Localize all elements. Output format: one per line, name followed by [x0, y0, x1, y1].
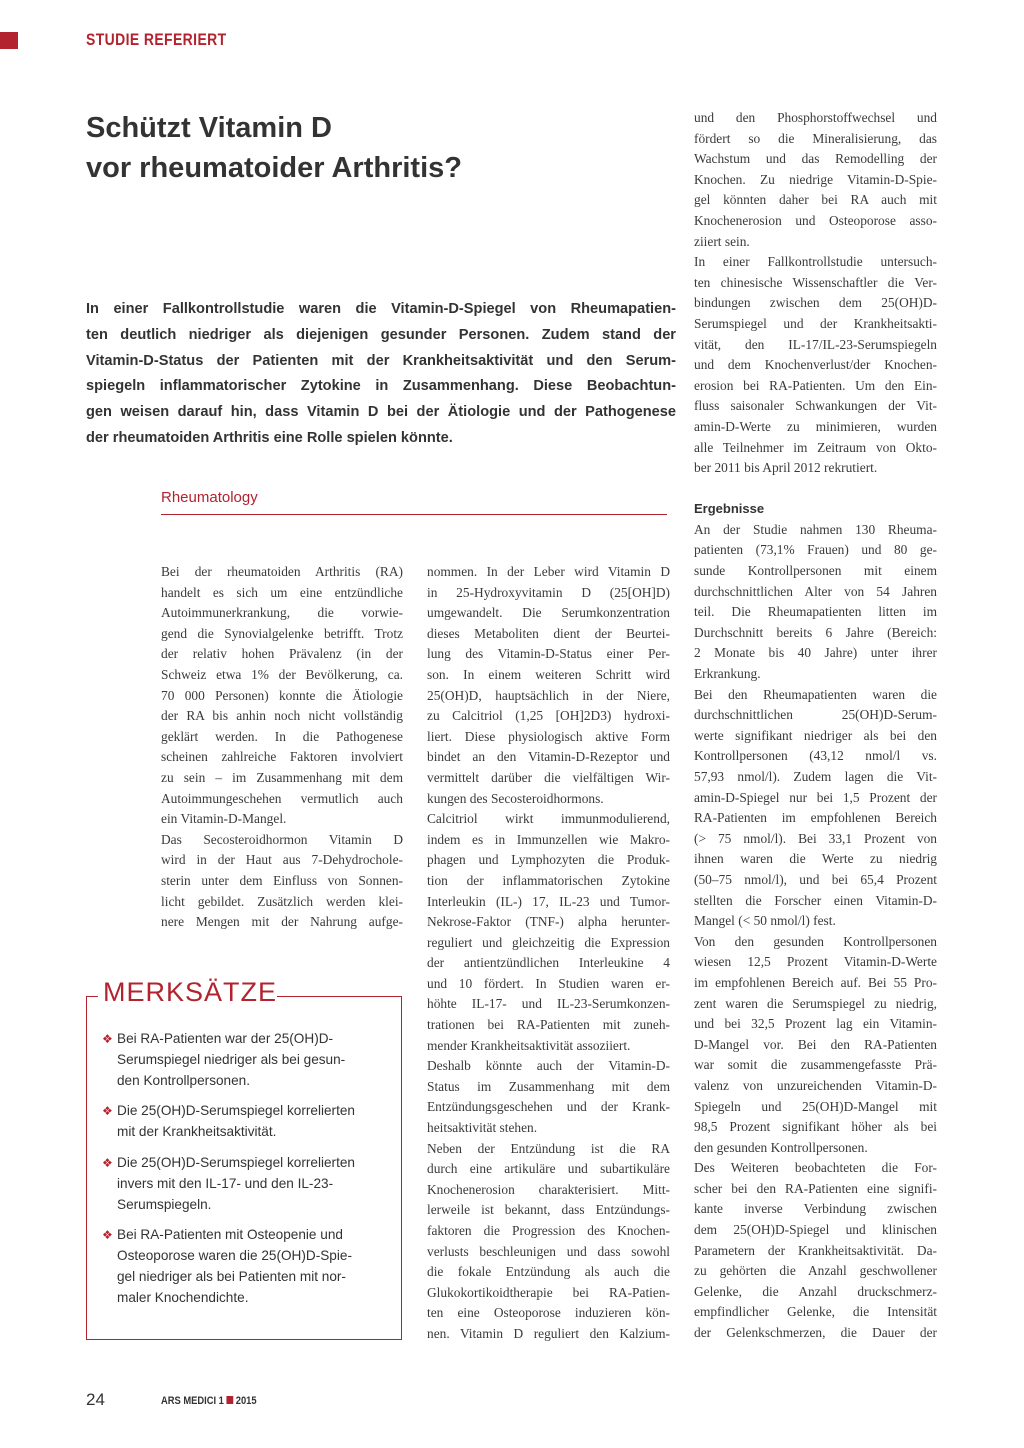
body-line: dem 25(OH)D-Spiegel und klinischen	[694, 1222, 937, 1238]
body-line: der RA bis anhin noch nicht vollständig	[161, 708, 403, 724]
journal-year: 2015	[235, 1395, 257, 1407]
diamond-bullet-icon: ❖	[102, 1104, 113, 1119]
merksatz-item	[102, 1225, 392, 1308]
body-line: zu gehörten die Anzahl geschwollener	[694, 1263, 937, 1279]
paragraph-gap	[694, 479, 937, 500]
body-line: faktoren die Progression des Knochen-	[427, 1223, 670, 1238]
body-line: kungen des Secosteroidhormons.	[427, 790, 604, 806]
body-line: tion der inflammatorischen Zytokine	[427, 872, 670, 888]
body-line: wiesen 12,5 Prozent Vitamin-D-Werte	[694, 954, 937, 970]
body-line: gend die Synovialgelenke betrifft. Trotz	[161, 625, 403, 641]
body-line: 2 Monate bis 40 Jahre) unter ihrer	[694, 645, 937, 661]
merksatz-line: den Kontrollpersonen.	[117, 1072, 251, 1088]
section-marker	[0, 32, 18, 49]
article-title	[86, 108, 646, 188]
body-line: erosion bei RA-Patienten. Um den Ein-	[694, 377, 937, 393]
body-line: geklärt werden. In die Pathogenese	[161, 728, 403, 744]
body-line: scheinen zahlreiche Faktoren involviert	[161, 749, 403, 765]
footer-square-icon	[226, 1396, 233, 1404]
body-line: bindungen zwischen dem 25(OH)D-	[694, 295, 937, 311]
body-line: Das Secosteroidhormon Vitamin D	[161, 831, 403, 847]
merksatz-line: Serumspiegeln.	[117, 1196, 212, 1212]
body-line: durchschnittlichen Alter von 54 Jahren	[694, 583, 937, 599]
body-line: Knochenerosion und Osteoporose asso-	[694, 212, 937, 228]
article-lead	[86, 297, 676, 452]
lead-line: gen weisen darauf hin, dass Vitamin D bei der Ätiologie und der Pathogenese	[86, 404, 676, 421]
body-line: (50–75 nmol/l), und bei 65,4 Prozent	[694, 871, 937, 887]
body-line: mender Krankheitsaktivität assoziiert.	[427, 1037, 631, 1053]
body-line: zu Calcitriol (1,25 [OH]2D3) hydroxi-	[427, 708, 670, 724]
merksatz-item	[102, 1101, 392, 1143]
body-line: und 10 fördert. In Studien waren er-	[427, 975, 670, 991]
body-line: die fokale Entzündung als auch die	[427, 1264, 670, 1280]
body-line: kante inverse Verbindung zwischen	[694, 1201, 937, 1217]
body-line: indem es in Immunzellen wie Makro-	[427, 831, 670, 847]
body-line: son. In einem weiteren Schritt wird	[427, 666, 670, 682]
section-label: STUDIE REFERIERT	[86, 30, 227, 49]
merksatz-line: mit der Krankheitsaktivität.	[117, 1124, 277, 1140]
lead-line: spiegeln inflammatorischer Zytokine in Zusammenhang. Diese Beobachtun-	[86, 378, 676, 395]
body-line: verlusts beschleunigen und dass sowohl	[427, 1243, 670, 1259]
title-line: Schützt Vitamin D	[86, 112, 332, 144]
body-line: im empfohlenen Bereich auf. Bei 55 Pro-	[694, 974, 937, 990]
body-line: wird in der Haut aus 7-Dehydrochole-	[161, 852, 403, 868]
body-line: lerweile ist bekannt, dass Entzündungs-	[427, 1202, 670, 1218]
body-line: Interleukin (IL-) 17, IL-23 und Tumor-	[427, 893, 670, 909]
body-column-3	[694, 108, 937, 1344]
body-column-1	[161, 562, 403, 933]
source-journal: Rheumatology	[161, 489, 667, 515]
lead-line: der rheumatoiden Arthritis eine Rolle spielen könnte.	[86, 429, 453, 446]
merksaetze-rule-left	[86, 996, 98, 997]
body-line: ziiert sein.	[694, 233, 750, 249]
body-line: fördert so die Mineralisierung, das	[694, 130, 937, 146]
subheading: Ergebnisse	[694, 501, 765, 517]
body-line: war somit die zusammengefasste Prä-	[694, 1057, 937, 1073]
body-line: ten chinesische Wissenschaftler die Ver-	[694, 274, 937, 290]
page-number: 24	[86, 1390, 105, 1409]
diamond-bullet-icon: ❖	[102, 1155, 113, 1170]
body-line: handelt es sich um eine entzündliche	[161, 584, 403, 600]
body-line: valenz von unzureichenden Vitamin-D-	[694, 1077, 937, 1093]
body-line: ber 2011 bis April 2012 rekrutiert.	[694, 460, 878, 476]
body-line: D-Mangel vor. Bei den RA-Patienten	[694, 1036, 937, 1052]
body-line: licht gebildet. Zusätzlich werden klei-	[161, 893, 403, 909]
body-line: 70 000 Personen) konnte die Ätiologie	[161, 687, 403, 703]
merksatz-line: gel niedriger als bei Patienten mit nor-	[117, 1268, 346, 1284]
body-line: alle Teilnehmer im Zeitraum von Okto-	[694, 439, 937, 455]
body-line: nommen. In der Leber wird Vitamin D	[427, 564, 670, 579]
body-line: Des Weiteren beobachteten die For-	[694, 1160, 937, 1176]
body-line: An der Studie nahmen 130 Rheuma-	[694, 521, 937, 537]
body-line: Knochenerosion charakterisiert. Mitt-	[427, 1181, 670, 1197]
body-line: der Gelenkschmerzen, die Dauer der	[694, 1325, 937, 1341]
body-line: 25(OH)D, hauptsächlich in der Niere,	[427, 687, 670, 703]
body-line: Bei den Rheumapatienten waren die	[694, 686, 937, 702]
body-line: werte signifikant niedriger als bei den	[694, 727, 937, 743]
body-line: Entzündungsgeschehen und der Krank-	[427, 1099, 670, 1115]
body-line: der relativ hohen Prävalenz (in der	[161, 646, 403, 662]
body-line: Erkrankung.	[694, 666, 761, 682]
body-line: stellten die Forscher einen Vitamin-D-	[694, 892, 937, 908]
merksatz-line: Serumspiegel niedriger als bei gesun-	[117, 1051, 346, 1067]
title-line: vor rheumatoider Arthritis?	[86, 152, 462, 184]
body-line: fluss saisonaler Schwankungen der Vit-	[694, 398, 937, 414]
body-line: vermittelt darüber die vielfältigen Wir-	[427, 769, 670, 785]
body-line: Spiegeln und 25(OH)D-Mangel mit	[694, 1098, 937, 1114]
body-line: Glukokortikoidtherapie bei RA-Patien-	[427, 1284, 670, 1300]
body-line: scher bei den RA-Patienten eine signifi-	[694, 1180, 937, 1196]
journal-footer	[161, 1395, 257, 1407]
body-line: bindet an den Vitamin-D-Rezeptor und	[427, 749, 670, 765]
body-line: Calcitriol wirkt immunmodulierend,	[427, 811, 670, 827]
body-line: (> 75 nmol/l). Bei 33,1 Prozent von	[694, 830, 937, 846]
body-line: Gelenke, die Anzahl druckschmerz-	[694, 1283, 937, 1299]
body-line: zent waren die Serumspiegel zu niedrig,	[694, 995, 937, 1011]
merksatz-line: invers mit den IL-17- und den IL-23-	[117, 1175, 334, 1191]
body-line: den gesunden Kontrollpersonen.	[694, 1139, 868, 1155]
body-line: Von den gesunden Kontrollpersonen	[694, 933, 937, 949]
body-line: der antientzündlichen Interleukine 4	[427, 955, 670, 971]
body-line: amin-D-Spiegel nur bei 1,5 Prozent der	[694, 789, 937, 805]
body-line: Parametern der Krankheitsaktivität. Da-	[694, 1242, 937, 1258]
body-column-2	[427, 562, 670, 1345]
body-line: Neben der Entzündung ist die RA	[427, 1140, 670, 1156]
body-line: zu sein – im Zusammenhang mit dem	[161, 769, 403, 785]
body-line: ein Vitamin-D-Mangel.	[161, 811, 287, 827]
body-line: gel könnten daher bei RA auch mit	[694, 192, 937, 208]
body-line: höhte IL-17- und IL-23-Serumkonzen-	[427, 996, 670, 1012]
body-line: durchschnittlichen 25(OH)D-Serum-	[694, 707, 937, 723]
body-line: nen. Vitamin D reguliert den Kalzium-	[427, 1325, 670, 1341]
body-line: teil. Die Rheumapatienten litten im	[694, 604, 937, 620]
body-line: liert. Diese physiologisch aktive Form	[427, 728, 670, 744]
merksatz-line: Die 25(OH)D-Serumspiegel korrelierten	[117, 1154, 355, 1170]
body-line: reguliert und gleichzeitig die Expression	[427, 934, 670, 950]
body-line: sterin unter dem Einfluss von Sonnen-	[161, 872, 403, 888]
body-line: dieses Metaboliten dient der Beurtei-	[427, 625, 670, 641]
body-line: In einer Fallkontrollstudie untersuch-	[694, 254, 937, 270]
body-line: in 25-Hydroxyvitamin D (25[OH]D)	[427, 584, 670, 600]
body-line: und dem Knochenverlust/der Knochen-	[694, 357, 937, 373]
merksatz-line: Bei RA-Patienten mit Osteopenie und	[117, 1227, 343, 1243]
body-line: empfindlicher Gelenke, die Intensität	[694, 1304, 937, 1320]
body-line: RA-Patienten im empfohlenen Bereich	[694, 810, 937, 826]
body-line: trationen bei RA-Patienten mit zuneh-	[427, 1017, 670, 1033]
merksaetze-rule-right	[270, 996, 402, 997]
body-line: Status im Zusammenhang mit dem	[427, 1078, 670, 1094]
body-line: sunde Kontrollpersonen mit einem	[694, 563, 937, 579]
body-line: Nekrose-Faktor (TNF-) alpha herunter-	[427, 914, 670, 930]
body-line: Schweiz etwa 1% der Bevölkerung, ca.	[161, 666, 403, 682]
body-line: ten eine Osteoporose induzieren kön-	[427, 1305, 670, 1321]
merksatz-line: Bei RA-Patienten war der 25(OH)D-	[117, 1031, 334, 1046]
body-line: Autoimmungeschehen vermutlich auch	[161, 790, 403, 806]
body-line: vität, den IL-17/IL-23-Serumspiegeln	[694, 336, 937, 352]
merksatz-line: maler Knochendichte.	[117, 1289, 249, 1305]
merksatz-line: Die 25(OH)D-Serumspiegel korrelierten	[117, 1103, 355, 1119]
body-line: nere Mengen mit der Nahrung aufge-	[161, 914, 403, 930]
body-line: 98,5 Prozent signifikant höher als bei	[694, 1119, 937, 1135]
body-line: patienten (73,1% Frauen) und 80 ge-	[694, 542, 937, 558]
journal-name: ARS MEDICI 1	[161, 1395, 224, 1407]
merksaetze-title: MERKSÄTZE	[103, 977, 278, 1007]
body-line: Deshalb könnte auch der Vitamin-D-	[427, 1058, 670, 1074]
body-line: und bei 32,5 Prozent lag ein Vitamin-	[694, 1016, 937, 1032]
merksatz-item	[102, 1029, 392, 1091]
body-line: ihnen waren die Werte zu niedrig	[694, 851, 937, 867]
body-line: umgewandelt. Die Serumkonzentration	[427, 605, 670, 621]
body-line: heitsaktivität stehen.	[427, 1120, 538, 1136]
lead-line: ten deutlich niedriger als diejenigen gesunder Personen. Zudem stand der	[86, 326, 676, 343]
body-line: Bei der rheumatoiden Arthritis (RA)	[161, 564, 403, 579]
body-line: Durchschnitt bereits 6 Jahre (Bereich:	[694, 624, 937, 640]
body-line: Wachstum und das Remodelling der	[694, 151, 937, 167]
merksatz-item	[102, 1153, 392, 1215]
body-line: 57,93 nmol/l). Zudem lagen die Vit-	[694, 769, 937, 784]
body-line: Autoimmunerkrankung, die vorwie-	[161, 605, 403, 621]
body-line: Serumspiegel und der Krankheitsakti-	[694, 315, 937, 331]
body-line: Mangel (< 50 nmol/l) fest.	[694, 913, 836, 929]
body-line: Kontrollpersonen (43,12 nmol/l vs.	[694, 748, 937, 764]
merksatz-line: Osteoporose waren die 25(OH)D-Spie-	[117, 1248, 352, 1264]
body-line: durch eine artikuläre und subartikuläre	[427, 1161, 670, 1177]
body-line: Knochen. Zu niedrige Vitamin-D-Spie-	[694, 171, 937, 187]
diamond-bullet-icon: ❖	[102, 1032, 113, 1046]
diamond-bullet-icon: ❖	[102, 1228, 113, 1243]
lead-line: In einer Fallkontrollstudie waren die Vitamin-D-Spiegel von Rheumapatien-	[86, 301, 676, 317]
body-line: amin-D-Werte zu minimieren, wurden	[694, 418, 937, 434]
merksaetze-list	[102, 1029, 392, 1319]
body-line: phagen und Lymphozyten die Produk-	[427, 852, 670, 868]
body-line: lung des Vitamin-D-Status einer Per-	[427, 646, 670, 662]
lead-line: Vitamin-D-Status der Patienten mit der Krankheitsaktivität und den Serum-	[86, 352, 676, 369]
body-line: und den Phosphorstoffwechsel und	[694, 110, 937, 125]
